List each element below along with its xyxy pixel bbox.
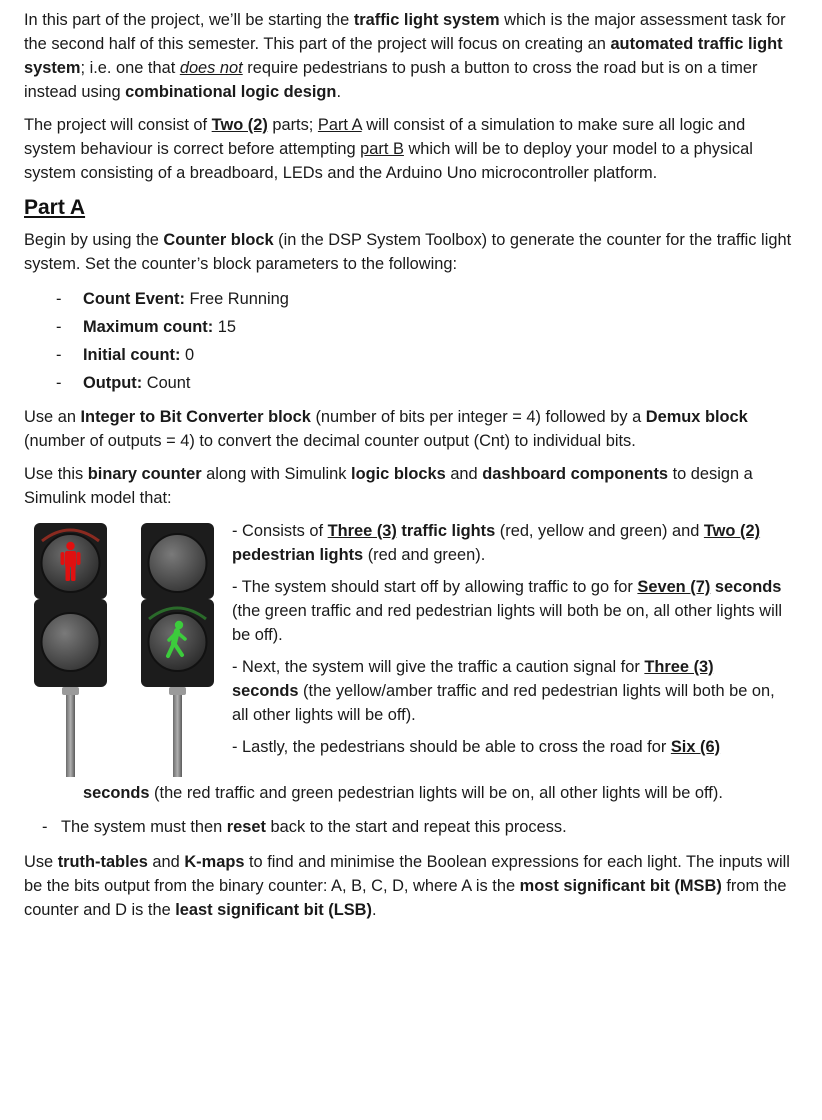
requirement-lights: - Consists of Three (3) traffic lights (red, yellow and green) and Two (2) pedestrian lights (red and green). bbox=[232, 522, 761, 564]
requirement-caution: - Next, the system will give the traffic a caution signal for Three (3) seconds (the yellow/amber traffic and red pedestrian lights will both be on, all other lights will be off). bbox=[232, 658, 775, 724]
requirements-column bbox=[232, 519, 784, 759]
list-item: - Count Event: Free Running bbox=[56, 290, 289, 308]
requirement-traffic-go: - The system should start off by allowing traffic to go for Seven (7) seconds (the green traffic and red pedestrian lights will both be on, all other lights will be off). bbox=[232, 578, 782, 644]
signal-pole bbox=[66, 691, 75, 777]
requirement-pedestrian-cont: seconds (the red traffic and green pedestrian lights will be on, all other lights will be off). bbox=[83, 784, 723, 802]
list-item: - Output: Count bbox=[56, 374, 191, 392]
pole-cap bbox=[169, 687, 186, 695]
counter-parameters-list bbox=[24, 285, 794, 397]
requirement-reset: - The system must then reset back to the start and repeat this process. bbox=[42, 818, 567, 836]
signal-pole bbox=[173, 691, 182, 777]
counter-paragraph: Begin by using the Counter block (in the DSP System Toolbox) to generate the counter for the traffic light system. Set the counter’s block parameters to the following: bbox=[24, 231, 792, 273]
intro-paragraph: In this part of the project, we’ll be starting the traffic light system which is the major assessment task for the second half of this semester. This part of the project will focus on creating an automated traffic light system; i.e. one that does not require pedestrians to push a button to cross the road but is on a timer instead using combinational logic design. bbox=[24, 11, 786, 101]
requirements-with-figure bbox=[24, 519, 794, 781]
pedestrian-signal-stop bbox=[34, 523, 107, 777]
list-item: - Maximum count: 15 bbox=[56, 318, 237, 336]
project-parts-paragraph: The project will consist of Two (2) parts; Part A will consist of a simulation to make sure all logic and system behaviour is correct before attempting part B which will be to deploy your model to a physical system consisting of a breadboard, LEDs and the Arduino Uno microcontroller platform. bbox=[24, 116, 753, 182]
green-lens-off bbox=[42, 613, 100, 671]
red-lens-off bbox=[149, 534, 207, 592]
binary-counter-paragraph: Use this binary counter along with Simulink logic blocks and dashboard components to design a Simulink model that: bbox=[24, 465, 753, 507]
requirement-pedestrian-start: - Lastly, the pedestrians should be able to cross the road for Six (6) bbox=[232, 738, 721, 756]
part-a-heading: Part A bbox=[24, 196, 86, 219]
converter-paragraph: Use an Integer to Bit Converter block (number of bits per integer = 4) followed by a Demux block (number of outputs = 4) to convert the decimal counter output (Cnt) to individual bits. bbox=[24, 408, 748, 450]
kmap-paragraph: Use truth-tables and K-maps to find and minimise the Boolean expressions for each light. The inputs will be the bits output from the binary counter: A, B, C, D, where A is the most significant bit (MSB) from the counter and D is the least significant bit (LSB). bbox=[24, 853, 790, 919]
pedestrian-lights-figure bbox=[32, 523, 232, 781]
pole-cap bbox=[62, 687, 79, 695]
pedestrian-signal-walk bbox=[141, 523, 214, 777]
list-item: - Initial count: 0 bbox=[56, 346, 195, 364]
document-page bbox=[24, 8, 794, 931]
